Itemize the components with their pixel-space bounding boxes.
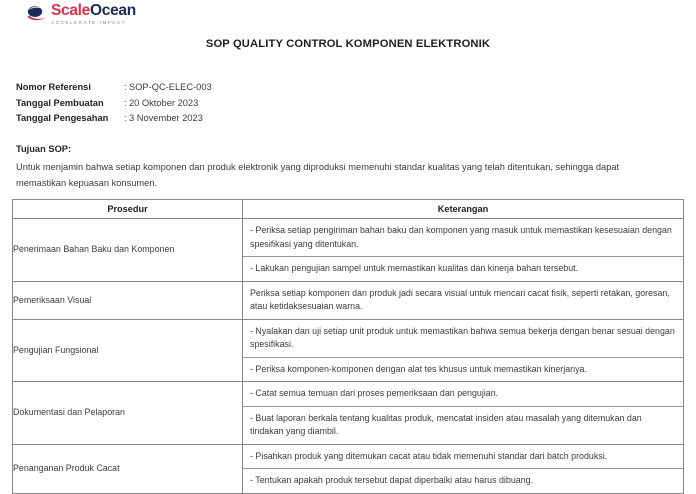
table-row <box>13 281 684 319</box>
page-title: SOP QUALITY CONTROL KOMPONEN ELEKTRONIK <box>205 38 491 50</box>
description-item: - Lakukan pengujian sampel untuk memastikan kualitas dan kinerja bahan tersebut. <box>250 263 579 273</box>
description-cell <box>243 319 684 382</box>
table-row <box>13 319 684 382</box>
meta-row-reference <box>16 80 212 96</box>
meta-label-approved: Tanggal Pengesahan <box>16 113 109 124</box>
purpose-text: Untuk menjamin bahwa setiap komponen dan produk elektronik yang diproduksi memenuhi standar kualitas yang telah ditentukan, sehingga dapat memastikan kepuasan konsumen. <box>16 162 620 188</box>
purpose-label: Tujuan SOP: <box>16 144 72 154</box>
meta-row-approved <box>16 111 212 127</box>
description-item: - Periksa komponen-komponen dengan alat tes khusus untuk memastikan kinerjanya. <box>250 363 587 374</box>
meta-separator-reference: : <box>124 82 127 92</box>
column-header-description: Keterangan <box>243 200 684 219</box>
description-cell <box>243 219 684 282</box>
description-item: - Pisahkan produk yang ditemukan cacat atau tidak memenuhi standar dari batch produksi. <box>243 445 683 470</box>
table-row <box>13 444 684 493</box>
description-cell <box>243 281 684 319</box>
description-item: - Periksa setiap pengiriman bahan baku dan komponen yang masuk untuk memastikan kesesuaian dengan spesifikasi yang ditentukan. <box>243 219 683 257</box>
logo-word-ocean: Ocean <box>90 2 136 19</box>
meta-label-created: Tanggal Pembuatan <box>16 97 104 108</box>
meta-label-reference: Nomor Referensi <box>16 82 91 92</box>
meta-row-created <box>16 96 212 112</box>
procedure-name: Penerimaan Bahan Baku dan Komponen <box>13 219 243 282</box>
procedure-name: Dokumentasi dan Pelaporan <box>13 382 243 445</box>
description-cell <box>243 382 684 445</box>
description-cell <box>243 444 684 493</box>
purpose-section <box>16 141 646 191</box>
logo-word-scale: Scale <box>51 2 91 19</box>
meta-value-approved: 3 November 2023 <box>129 113 203 124</box>
procedure-name: Penanganan Produk Cacat <box>13 444 243 493</box>
meta-value-created: 20 Oktober 2023 <box>129 97 199 108</box>
description-item: - Catat semua temuan dari proses pemeriksaan dan pengujian. <box>243 382 683 407</box>
sop-procedure-table <box>12 199 684 494</box>
column-header-procedure: Prosedur <box>13 200 243 219</box>
procedure-name: Pengujian Fungsional <box>13 319 243 382</box>
meta-separator-approved: : <box>124 113 127 124</box>
logo-tagline: ACCELERATE IMPACT <box>51 20 126 25</box>
table-row <box>13 219 684 282</box>
swoosh-icon <box>26 5 48 22</box>
table-header-row <box>13 200 684 219</box>
description-item: - Buat laporan berkala tentang kualitas produk, mencatat insiden atau masalah yang ditemukan dan tindakan yang diambil. <box>250 412 642 436</box>
meta-value-reference: SOP-QC-ELEC-003 <box>129 82 212 92</box>
description-item: - Nyalakan dan uji setiap unit produk untuk memastikan bahwa semua bekerja dengan benar sesuai dengan spesifikasi. <box>243 320 683 358</box>
document-metadata <box>16 80 212 127</box>
meta-separator-created: : <box>124 97 127 108</box>
scaleocean-logo <box>26 3 136 26</box>
description-item: - Tentukan apakah produk tersebut dapat diperbaiki atau harus dibuang. <box>250 475 534 485</box>
description-item: Periksa setiap komponen dan produk jadi secara visual untuk mencari cacat fisik, seperti retakan, goresan, atau ketidaksesuaian warna. <box>250 287 670 311</box>
procedure-name: Pemeriksaan Visual <box>13 281 243 319</box>
table-row <box>13 382 684 445</box>
